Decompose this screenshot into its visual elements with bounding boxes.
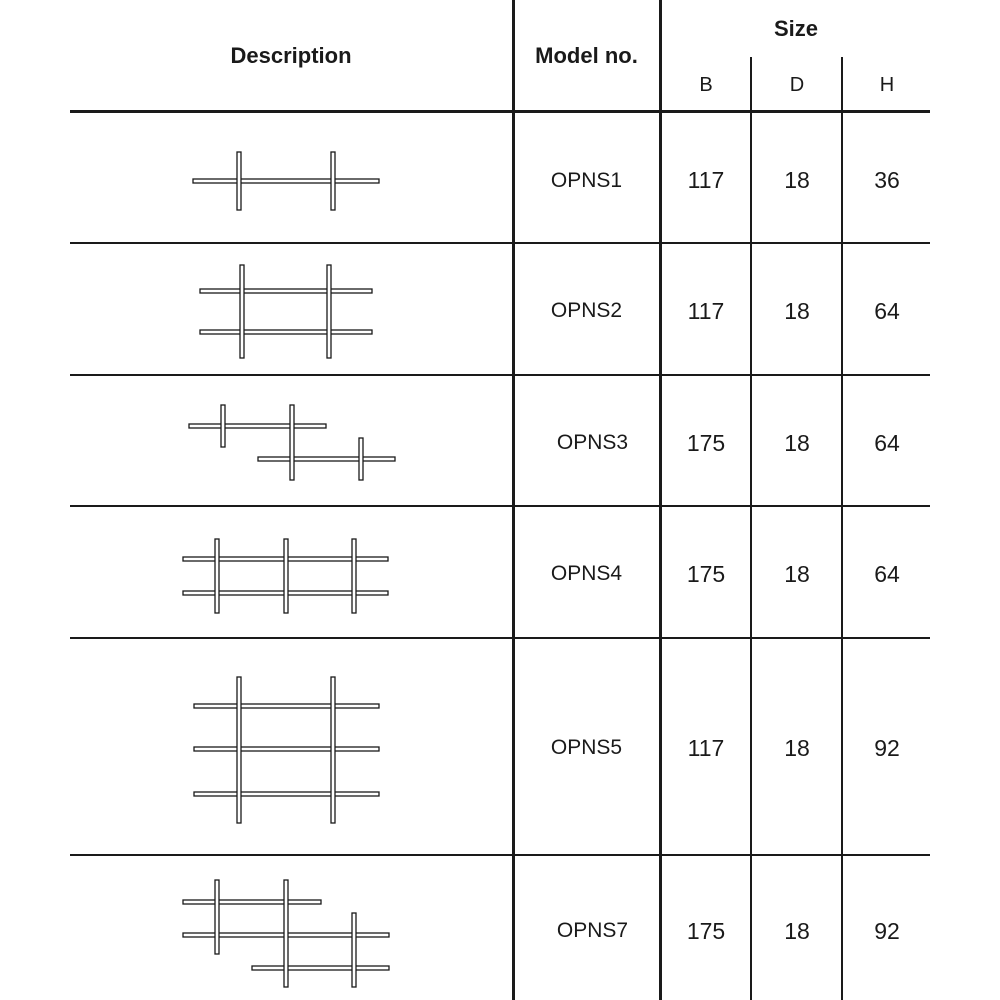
three-post-double-shelf-icon (183, 539, 388, 613)
two-post-triple-shelf-icon (194, 677, 379, 823)
row-1-model: OPNS1 (550, 169, 623, 192)
row-6-model: OPNS7 (556, 919, 629, 942)
header-model-no: Model no. (535, 43, 638, 68)
header-size: Size (773, 16, 819, 41)
two-post-single-shelf-icon (193, 152, 379, 210)
row-2-h: 64 (874, 298, 900, 324)
staggered-two-shelf-icon (189, 405, 395, 480)
row-1-b: 117 (687, 167, 725, 193)
header-d: D (789, 74, 805, 96)
row-4-d: 18 (784, 561, 810, 587)
row-5-d: 18 (784, 735, 810, 761)
row-3-h: 64 (874, 430, 900, 456)
header-h: H (879, 74, 895, 96)
row-5-h: 92 (874, 735, 900, 761)
row-5-b: 117 (687, 735, 725, 761)
row-6-b: 175 (686, 918, 726, 944)
row-4-h: 64 (874, 561, 900, 587)
header-b: B (699, 74, 713, 96)
row-6-h: 92 (874, 918, 900, 944)
row-6-d: 18 (784, 918, 810, 944)
row-1-d: 18 (784, 167, 810, 193)
row-4-b: 175 (686, 561, 726, 587)
row-2-model: OPNS2 (550, 299, 623, 322)
row-5-model: OPNS5 (550, 736, 623, 759)
row-2-d: 18 (784, 298, 810, 324)
row-2-b: 117 (687, 298, 725, 324)
row-3-model: OPNS3 (556, 431, 629, 454)
row-3-d: 18 (784, 430, 810, 456)
row-4-model: OPNS4 (550, 562, 623, 585)
staggered-three-shelf-icon (183, 880, 389, 987)
header-description: Description (230, 43, 352, 68)
two-post-double-shelf-icon (200, 265, 372, 358)
row-3-b: 175 (686, 430, 726, 456)
row-1-h: 36 (874, 167, 900, 193)
